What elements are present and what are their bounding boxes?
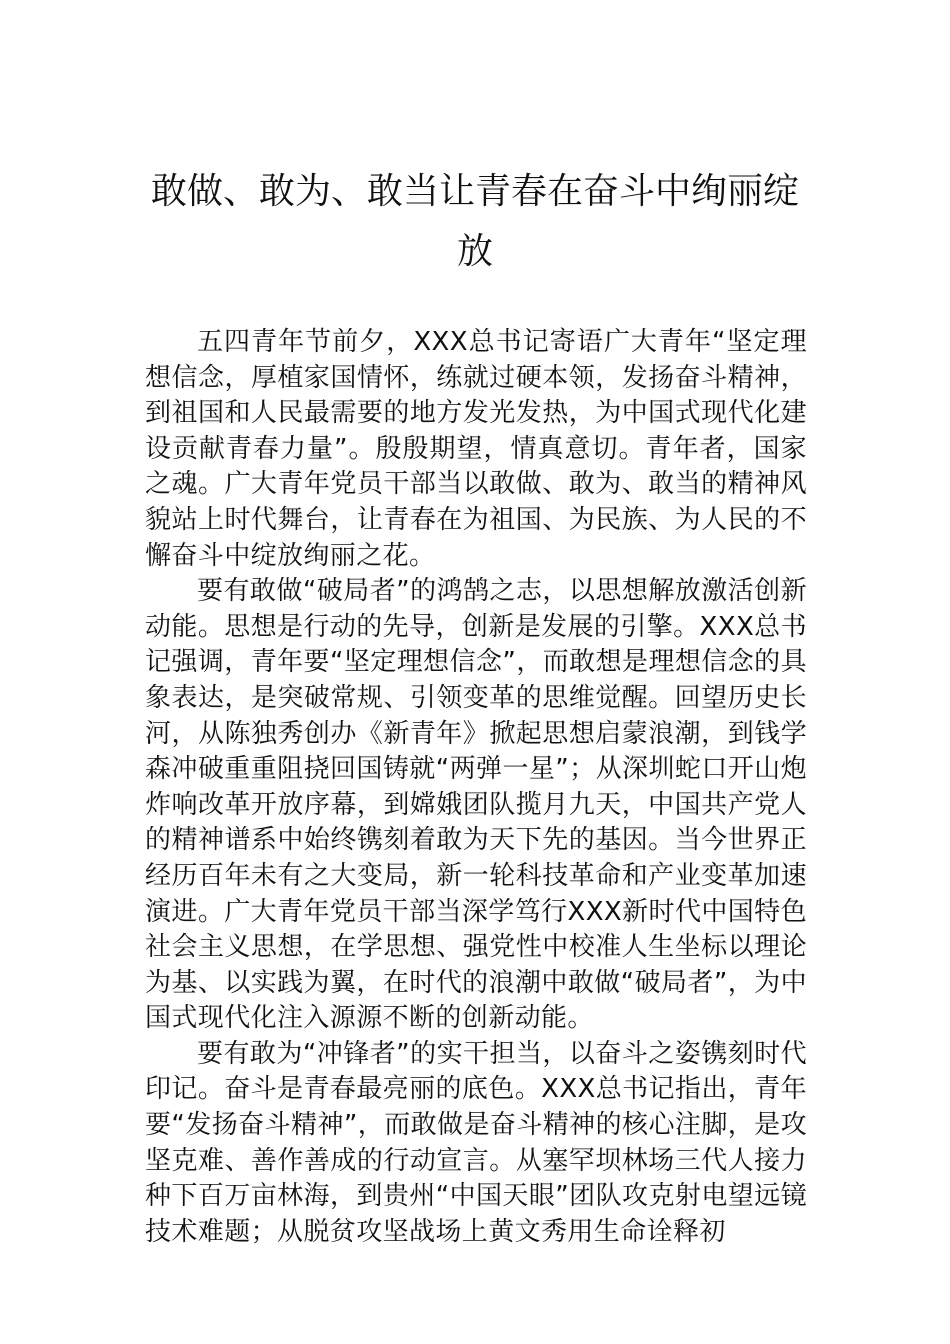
paragraph: 要有敢为“冲锋者”的实干担当，以奋斗之姿镌刻时代印记。奋斗是青春最亮丽的底色。XXX总书记指出，青年要“发扬奋斗精神”，而敢做是奋斗精神的核心注脚，是攻坚克难、善作善成的行动宣言。从塞罕坝林场三代人接力种下百万亩林海，到贵州“中国天眼”团队攻克射电望远镜技术难题；从脱贫攻坚战场上黄文秀用生命诠释初 (145, 1038, 807, 1247)
paragraph: 要有敢做“破局者”的鸿鹄之志，以思想解放激活创新动能。思想是行动的先导，创新是发展的引擎。XXX总书记强调，青年要“坚定理想信念”，而敢想是理想信念的具象表达，是突破常规、引领变革的思维觉醒。回望历史长河，从陈独秀创办《新青年》掀起思想启蒙浪潮，到钱学森冲破重重阻挠回国铸就“两弹一星”；从深圳蛇口开山炮炸响改革开放序幕，到嫦娥团队揽月九天，中国共产党人的精神谱系中始终镌刻着敢为天下先的基因。当今世界正经历百年未有之大变局，新一轮科技革命和产业变革加速演进。广大青年党员干部当深学笃行XXX新时代中国特色社会主义思想，在学思想、强党性中校准人生坐标以理论为基、以实践为翼，在时代的浪潮中敢做“破局者”，为中国式现代化注入源源不断的创新动能。 (145, 576, 807, 1034)
paragraph: 五四青年节前夕，XXX总书记寄语广大青年“坚定理想信念，厚植家国情怀，练就过硬本领，发扬奋斗精神，到祖国和人民最需要的地方发光发热，为中国式现代化建设贡献青春力量”。殷殷期望，情真意切。青年者，国家之魂。广大青年党员干部当以敢做、敢为、敢当的精神风貌站上时代舞台，让青春在为祖国、为民族、为人民的不懈奋斗中绽放绚丽之花。 (145, 327, 807, 571)
document-title: 敢做、敢为、敢当让青春在奋斗中绚丽绽放 (150, 171, 799, 272)
document-body (145, 325, 807, 1250)
